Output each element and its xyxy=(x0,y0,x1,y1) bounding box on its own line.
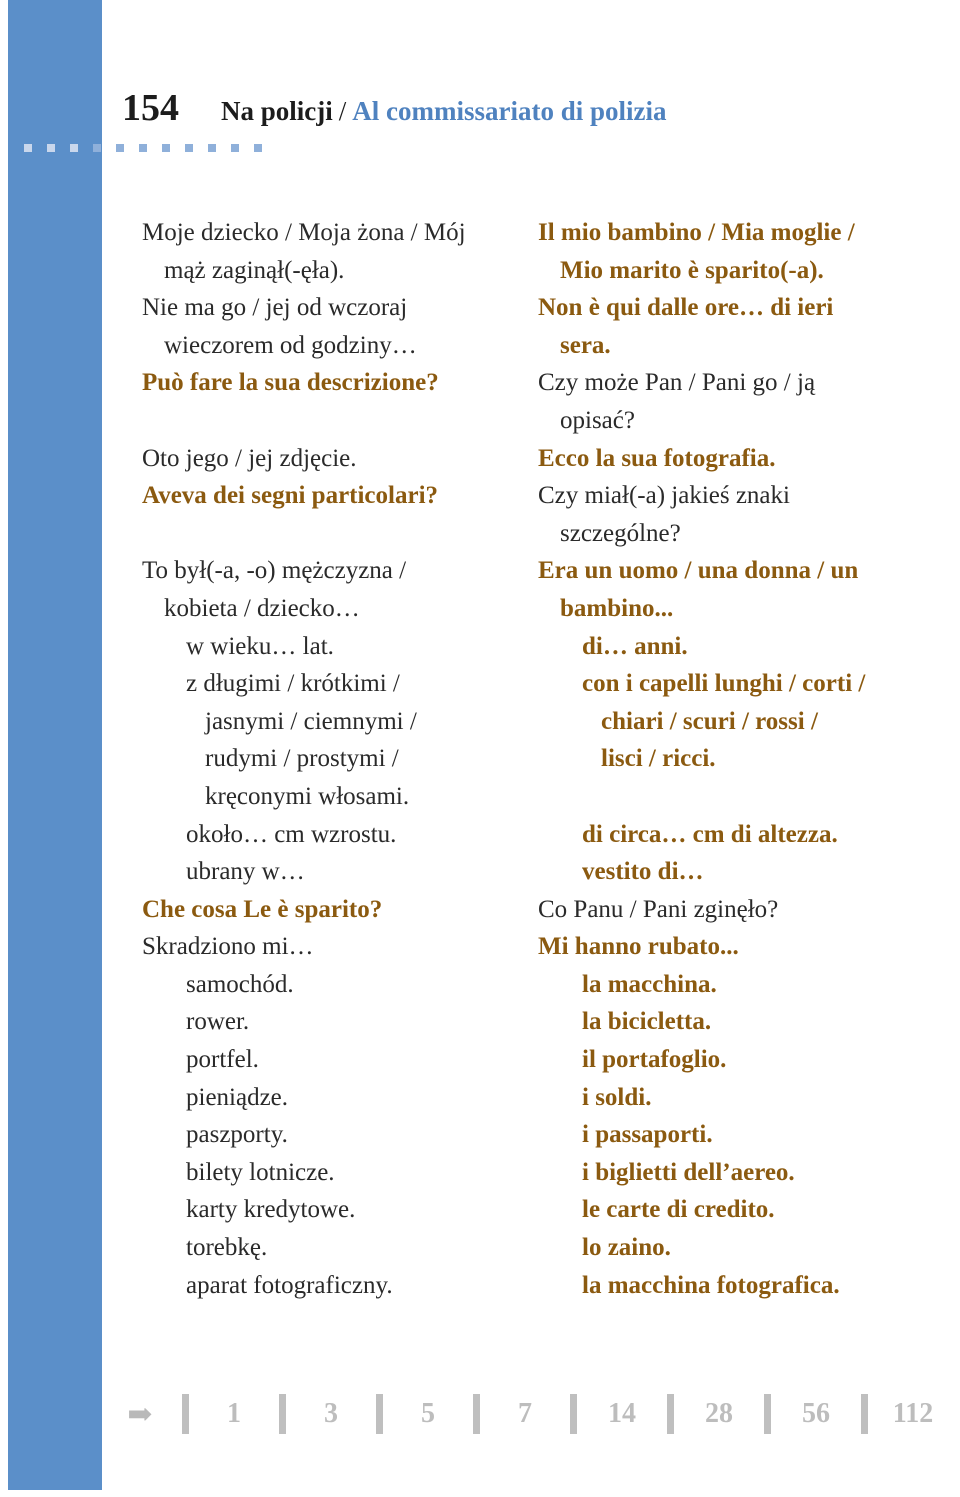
nav-divider xyxy=(376,1394,383,1434)
page-navigation xyxy=(118,1390,960,1438)
italian-phrase-line: Co Panu / Pani zginęło? xyxy=(538,895,779,923)
nav-page-link[interactable]: 5 xyxy=(421,1398,435,1429)
italian-phrase-line: i soldi. xyxy=(582,1083,652,1111)
dot xyxy=(24,144,32,152)
italian-phrase-line: i passaporti. xyxy=(582,1121,713,1149)
polish-phrase-line: kobieta / dziecko… xyxy=(164,594,360,622)
italian-phrase-line: la macchina. xyxy=(582,970,717,998)
dot xyxy=(254,144,262,152)
italian-phrase-line: di… anni. xyxy=(582,632,688,660)
dot xyxy=(70,144,78,152)
nav-page-link[interactable]: 56 xyxy=(802,1398,830,1429)
polish-phrase-line: wieczorem od godziny… xyxy=(164,331,417,359)
polish-phrase-line: mąż zaginął(-ęła). xyxy=(164,256,345,284)
nav-page-link[interactable]: 3 xyxy=(324,1398,338,1429)
polish-phrase-line: aparat fotograficzny. xyxy=(186,1271,393,1299)
polish-phrase-line: Che cosa Le è sparito? xyxy=(142,895,383,923)
polish-phrase-line: Nie ma go / jej od wczoraj xyxy=(142,294,408,322)
italian-phrase-line: Czy miał(-a) jakieś znaki xyxy=(538,482,790,510)
italian-phrase-line: la macchina fotografica. xyxy=(582,1271,840,1299)
polish-phrase-line: bilety lotnicze. xyxy=(186,1158,335,1186)
polish-phrase-line: z długimi / krótkimi / xyxy=(186,670,400,698)
polish-phrase-line: rudymi / prostymi / xyxy=(205,745,399,773)
arrow-right-icon[interactable]: ➡ xyxy=(127,1396,153,1432)
polish-phrase-line: ubrany w… xyxy=(186,858,305,886)
italian-phrase-line: di circa… cm di altezza. xyxy=(582,820,838,848)
italian-phrase-line: le carte di credito. xyxy=(582,1196,775,1224)
title-separator: / xyxy=(338,96,347,126)
polish-phrase-line: Può fare la sua descrizione? xyxy=(142,369,439,397)
nav-page-link[interactable]: 1 xyxy=(227,1398,241,1429)
italian-phrase-line xyxy=(538,778,953,816)
nav-page-link[interactable]: 7 xyxy=(518,1398,532,1429)
section-title-italian: Al commissariato di polizia xyxy=(352,96,667,126)
polish-phrase-line: To był(-a, -o) mężczyzna / xyxy=(142,557,407,585)
polish-phrase-line: kręconymi włosami. xyxy=(205,782,410,810)
left-blue-band xyxy=(8,0,102,1490)
dot xyxy=(116,144,124,152)
polish-phrase-line xyxy=(142,515,527,553)
dot xyxy=(47,144,55,152)
dot xyxy=(208,144,216,152)
dot xyxy=(162,144,170,152)
nav-divider xyxy=(182,1394,189,1434)
italian-phrase-line: lisci / ricci. xyxy=(601,745,716,773)
italian-phrase-line: Non è qui dalle ore… di ieri xyxy=(538,294,834,322)
italian-phrase-line: Czy może Pan / Pani go / ją xyxy=(538,369,816,397)
italian-column xyxy=(538,214,953,1304)
italian-phrase-line: Ecco la sua fotografia. xyxy=(538,444,776,472)
italian-phrase-line: vestito di… xyxy=(582,858,704,886)
italian-phrase-line: lo zaino. xyxy=(582,1234,671,1262)
polish-phrase-line: jasnymi / ciemnymi / xyxy=(205,707,417,735)
polish-phrase-line: Aveva dei segni particolari? xyxy=(142,482,439,510)
nav-divider xyxy=(570,1394,577,1434)
section-title-polish: Na policji xyxy=(221,96,333,126)
decorative-dot-row xyxy=(24,144,262,152)
polish-phrase-line: Skradziono mi… xyxy=(142,933,314,961)
italian-phrase-line: Il mio bambino / Mia moglie / xyxy=(538,219,855,246)
nav-divider xyxy=(764,1394,771,1434)
nav-page-link[interactable]: 28 xyxy=(705,1398,733,1429)
nav-page-link[interactable]: 14 xyxy=(608,1398,636,1429)
polish-phrase-line: około… cm wzrostu. xyxy=(186,820,397,848)
italian-phrase-line: la bicicletta. xyxy=(582,1008,712,1036)
dot xyxy=(93,144,101,152)
italian-phrase-line: Mi hanno rubato... xyxy=(538,933,739,961)
polish-phrase-line: rower. xyxy=(186,1008,250,1036)
nav-divider xyxy=(473,1394,480,1434)
polish-phrase-line: Oto jego / jej zdjęcie. xyxy=(142,444,357,472)
polish-phrase-line: torebkę. xyxy=(186,1234,268,1262)
italian-phrase-line: il portafoglio. xyxy=(582,1046,727,1074)
italian-phrase-line: con i capelli lunghi / corti / xyxy=(582,670,866,698)
page-number: 154 xyxy=(122,87,179,129)
dot xyxy=(231,144,239,152)
italian-phrase-line: szczególne? xyxy=(560,519,681,547)
polish-column xyxy=(142,214,527,1304)
italian-phrase-line: chiari / scuri / rossi / xyxy=(601,707,818,735)
polish-phrase-line: Moje dziecko / Moja żona / Mój xyxy=(142,219,466,246)
nav-divider xyxy=(279,1394,286,1434)
page-header xyxy=(122,86,667,136)
polish-phrase-line: pieniądze. xyxy=(186,1083,289,1111)
polish-phrase-line: paszporty. xyxy=(186,1121,288,1149)
nav-page-link[interactable]: 112 xyxy=(892,1398,934,1429)
italian-phrase-line: opisać? xyxy=(560,406,635,434)
polish-phrase-line xyxy=(142,402,527,440)
polish-phrase-line: portfel. xyxy=(186,1046,259,1074)
nav-divider xyxy=(861,1394,868,1434)
nav-divider xyxy=(667,1394,674,1434)
italian-phrase-line: Era un uomo / una donna / un xyxy=(538,557,859,585)
dot xyxy=(139,144,147,152)
italian-phrase-line: sera. xyxy=(560,331,611,359)
polish-phrase-line: karty kredytowe. xyxy=(186,1196,356,1224)
polish-phrase-line: samochód. xyxy=(186,970,294,998)
italian-phrase-line: bambino... xyxy=(560,594,674,622)
dot xyxy=(185,144,193,152)
polish-phrase-line: w wieku… lat. xyxy=(186,632,334,660)
italian-phrase-line: i biglietti dell’aereo. xyxy=(582,1158,795,1186)
italian-phrase-line: Mio marito è sparito(-a). xyxy=(560,256,824,284)
